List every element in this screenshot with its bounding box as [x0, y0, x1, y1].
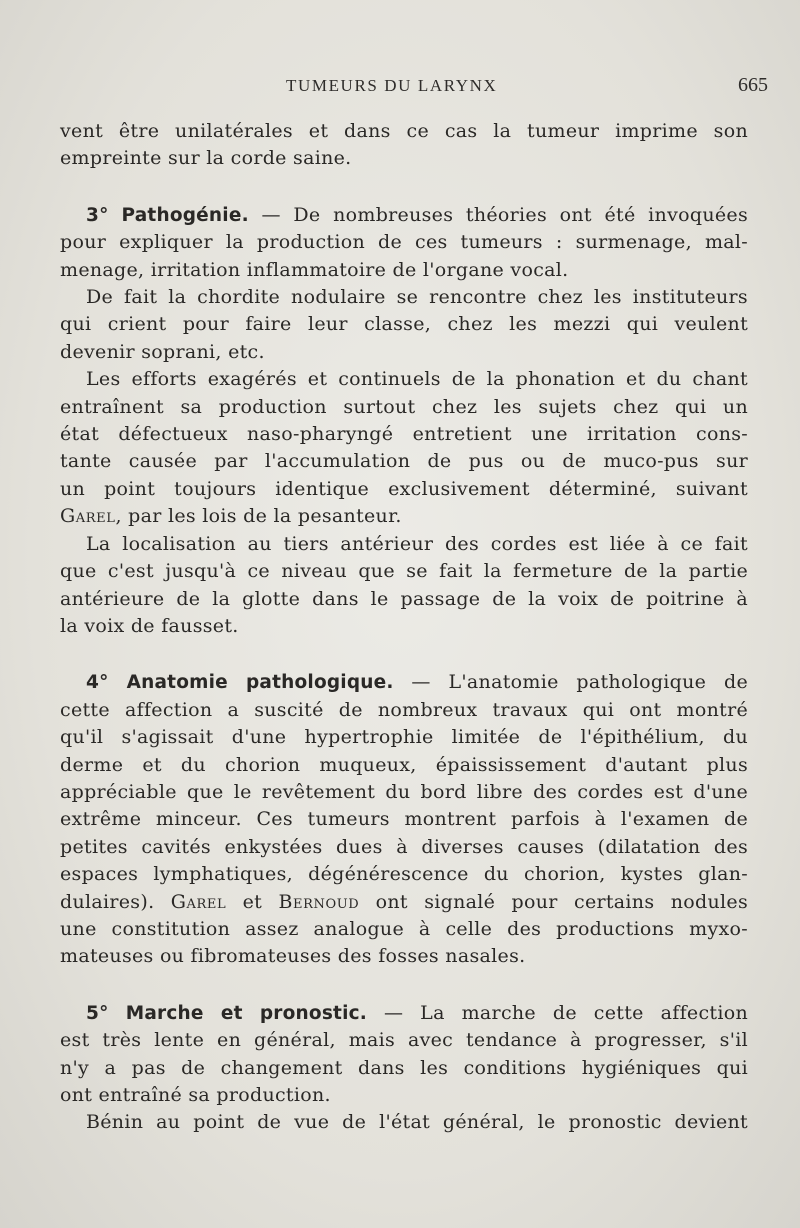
- text-line: Bénin au point de vue de l'état général, le pronostic devient: [86, 1111, 748, 1134]
- page-number: 665: [738, 74, 768, 96]
- text-line: appréciable que le revêtement du bord libre des cordes est d'une: [60, 780, 748, 803]
- text-run: — De nombreuses théories ont été invoquées: [261, 203, 748, 226]
- section-heading-pathogenie: 3° Pathogénie.: [86, 204, 249, 226]
- running-head: TUMEURS DU LARYNX: [286, 76, 498, 95]
- text-line: Les efforts exagérés et continuels de la phonation et du chant: [86, 368, 748, 391]
- text-line: est très lente en général, mais avec tendance à progresser, s'il: [60, 1029, 748, 1052]
- text-run: dulaires).: [60, 890, 171, 913]
- author-name: Bernoud: [278, 890, 360, 913]
- section-heading-marche: 5° Marche et pronostic.: [86, 1002, 368, 1024]
- text-line: n'y a pas de changement dans les conditions hygiéniques qui: [60, 1056, 748, 1079]
- page-body: [60, 118, 748, 1137]
- text-line: menage, irritation inflammatoire de l'organe vocal.: [60, 258, 569, 281]
- text-line: la voix de fausset.: [60, 614, 239, 637]
- text-line: petites cavités enkystées dues à diverses causes (dilatation des: [60, 835, 748, 858]
- text-line: vent être unilatérales et dans ce cas la tumeur imprime son: [60, 120, 748, 142]
- text-run: — L'anatomie pathologique de: [411, 671, 748, 694]
- text-run: , par les lois de la pesanteur.: [115, 505, 402, 528]
- text-line: pour expliquer la production de ces tumeurs : surmenage, mal-: [60, 231, 748, 254]
- text-line: qui crient pour faire leur classe, chez les mezzi qui veulent: [60, 313, 748, 336]
- page-header: [60, 74, 768, 102]
- text-line: derme et du chorion muqueux, épaississement d'autant plus: [60, 753, 748, 776]
- text-line: devenir soprani, etc.: [60, 340, 265, 363]
- author-name: Garel: [60, 505, 116, 528]
- text-run: et: [226, 890, 279, 913]
- text-line: état défectueux naso-pharyngé entretient une irritation cons-: [60, 423, 748, 446]
- text-line: cette affection a suscité de nombreux travaux qui ont montré: [60, 698, 748, 721]
- text-line: que c'est jusqu'à ce niveau que se fait la fermeture de la partie: [60, 560, 748, 583]
- text-line: mateuses ou fibromateuses des fosses nasales.: [60, 945, 526, 968]
- text-line: La localisation au tiers antérieur des cordes est liée à ce fait: [86, 532, 748, 555]
- text-line: ont entraîné sa production.: [60, 1084, 331, 1106]
- text-line: tante causée par l'accumulation de pus ou de muco-pus sur: [60, 450, 748, 473]
- section-4-line: [60, 669, 748, 696]
- section-5-line: [60, 1000, 748, 1027]
- text-line: qu'il s'agissait d'une hypertrophie limitée de l'épithélium, du: [60, 726, 748, 749]
- text-run: ont signalé pour certains nodules: [359, 890, 748, 913]
- section-3-line: [60, 202, 748, 229]
- text-line: entraînent sa production surtout chez les sujets chez qui un: [60, 395, 748, 418]
- text-line: [60, 503, 748, 530]
- text-line: [60, 889, 748, 916]
- text-run: — La marche de cette affection: [383, 1001, 748, 1024]
- text-line: De fait la chordite nodulaire se rencontre chez les instituteurs: [86, 286, 748, 309]
- author-name: Garel: [170, 890, 227, 913]
- text-line: un point toujours identique exclusivement déterminé, suivant: [60, 477, 748, 500]
- text-line: une constitution assez analogue à celle des productions myxo-: [60, 917, 748, 940]
- text-line: antérieure de la glotte dans le passage de la voix de poitrine à: [60, 587, 748, 610]
- text-line: empreinte sur la corde saine.: [60, 147, 352, 170]
- text-line: extrême minceur. Ces tumeurs montrent parfois à l'examen de: [60, 808, 748, 831]
- text-line: espaces lymphatiques, dégénérescence du chorion, kystes glan-: [60, 863, 748, 886]
- section-heading-anatomie: 4° Anatomie pathologique.: [86, 672, 394, 694]
